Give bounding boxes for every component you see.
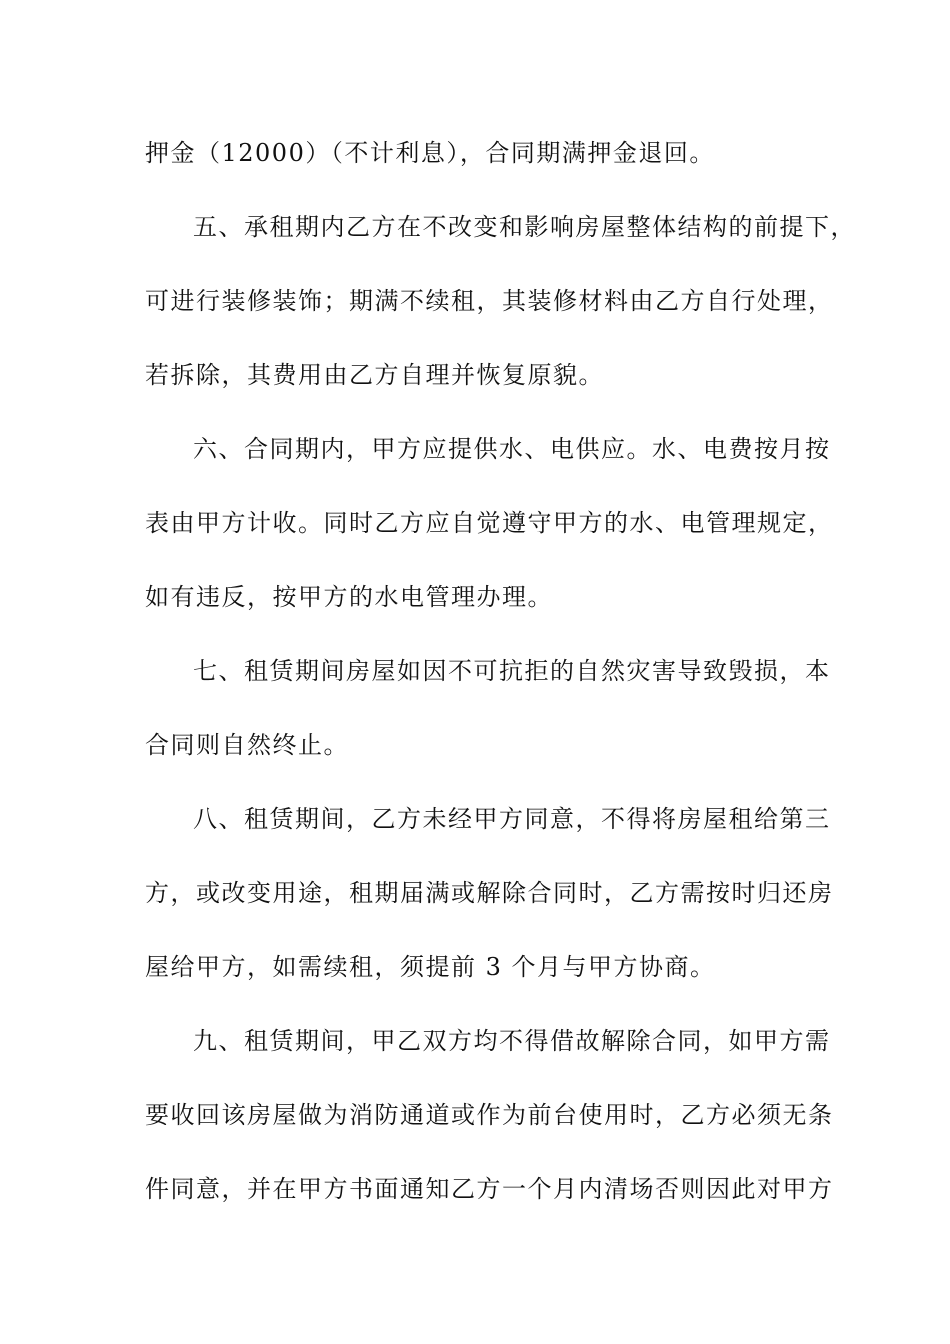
text-line: 五、承租期内乙方在不改变和影响房屋整体结构的前提下， [193, 213, 856, 241]
text-line: 合同则自然终止。 [145, 731, 349, 759]
text-line: 方，或改变用途，租期届满或解除合同时，乙方需按时归还房 [145, 879, 834, 907]
text-line: 要收回该房屋做为消防通道或作为前台使用时，乙方必须无条 [145, 1101, 834, 1129]
text-line: 若拆除，其费用由乙方自理并恢复原貌。 [145, 361, 604, 389]
text-line: 八、租赁期间，乙方未经甲方同意，不得将房屋租给第三 [193, 805, 831, 833]
text-line: 押金（12000）（不计利息），合同期满押金退回。 [145, 139, 715, 167]
text-line: 可进行装修装饰；期满不续租，其装修材料由乙方自行处理， [145, 287, 834, 315]
text-line: 件同意，并在甲方书面通知乙方一个月内清场否则因此对甲方 [145, 1175, 834, 1203]
text-line: 七、租赁期间房屋如因不可抗拒的自然灾害导致毁损，本 [193, 657, 831, 685]
text-line: 如有违反，按甲方的水电管理办理。 [145, 583, 553, 611]
text-line: 六、合同期内，甲方应提供水、电供应。水、电费按月按 [193, 435, 831, 463]
text-line: 九、租赁期间，甲乙双方均不得借故解除合同，如甲方需 [193, 1027, 831, 1055]
text-line: 表由甲方计收。同时乙方应自觉遵守甲方的水、电管理规定， [145, 509, 834, 537]
text-line: 屋给甲方，如需续租，须提前 3 个月与甲方协商。 [145, 953, 716, 981]
